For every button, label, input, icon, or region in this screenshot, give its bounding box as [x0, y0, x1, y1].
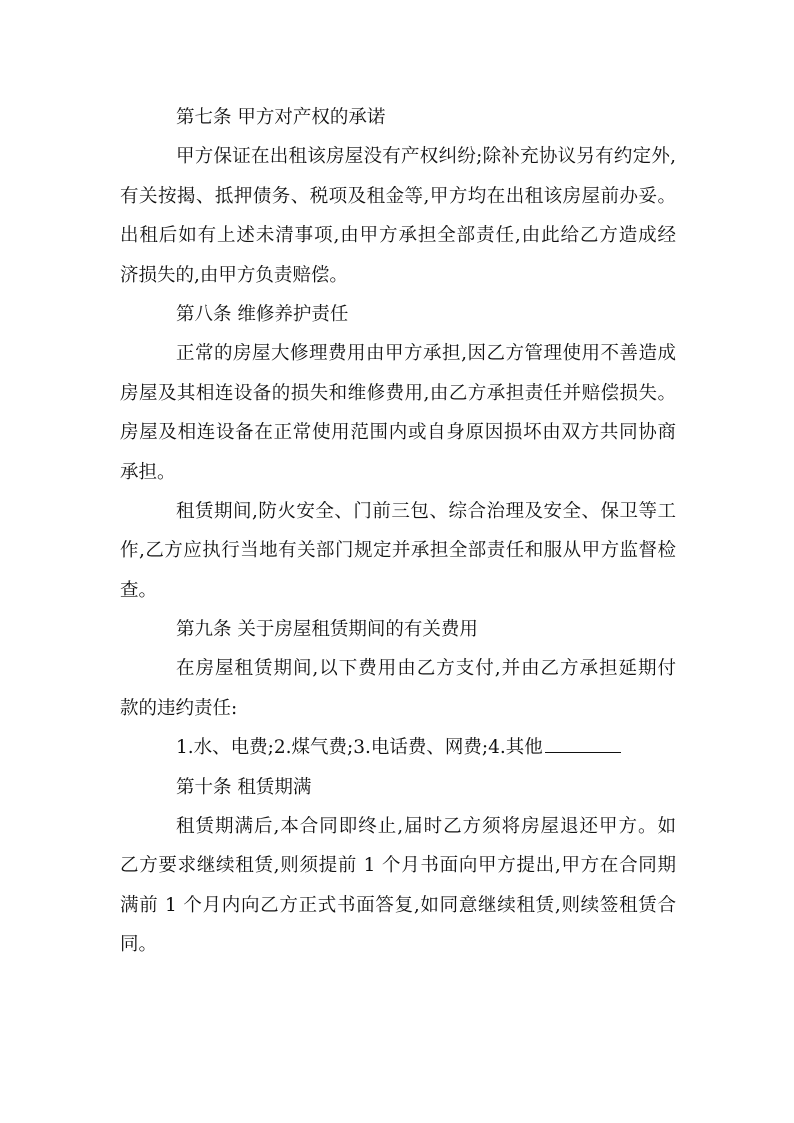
article-8-para-1-line-1: 正常的房屋大修理费用由甲方承担,因乙方管理使用不善造成 — [176, 343, 676, 365]
article-7-heading: 第七条 甲方对产权的承诺 — [176, 107, 386, 128]
article-10-line-3: 满前 1 个月内向乙方正式书面答复,如同意继续租赁,则续签租赁合 — [120, 894, 676, 916]
article-8-para-1-line-2: 房屋及其相连设备的损失和维修费用,由乙方承担责任并赔偿损失。 — [120, 382, 676, 404]
article-8-para-1-line-3: 房屋及相连设备在正常使用范围内或自身原因损坏由双方共同协商 — [120, 422, 676, 444]
article-9-line-2: 款的违约责任: — [120, 697, 238, 719]
article-10-line-2: 乙方要求继续租赁,则须提前 1 个月书面向甲方提出,甲方在合同期 — [120, 855, 676, 877]
article-8-para-2-line-1: 租赁期间,防火安全、门前三包、综合治理及安全、保卫等工 — [176, 500, 676, 522]
article-10-line-1: 租赁期满后,本合同即终止,届时乙方须将房屋退还甲方。如 — [176, 816, 676, 838]
article-8-para-2-line-2: 作,乙方应执行当地有关部门规定并承担全部责任和服从甲方监督检 — [120, 540, 676, 562]
article-9-line-1: 在房屋租赁期间,以下费用由乙方支付,并由乙方承担延期付 — [176, 658, 676, 680]
document-page — [120, 98, 676, 965]
article-8-heading: 第八条 维修养护责任 — [176, 303, 349, 325]
article-7-line-3: 出租后如有上述未清事项,由甲方承担全部责任,由此给乙方造成经 — [120, 225, 676, 247]
article-9-fee-list — [120, 728, 676, 767]
article-8-para-1-line-4: 承担。 — [120, 461, 176, 483]
article-9-heading: 第九条 关于房屋租赁期间的有关费用 — [176, 619, 478, 641]
article-8-para-2-line-3: 查。 — [120, 579, 158, 601]
fill-in-blank — [545, 732, 621, 753]
article-10-line-4: 同。 — [120, 934, 158, 956]
fee-list-text: 1.水、电费;2.煤气费;3.电话费、网费;4.其他 — [176, 737, 543, 759]
article-10-heading: 第十条 租赁期满 — [176, 776, 312, 798]
article-7-line-1: 甲方保证在出租该房屋没有产权纠纷;除补充协议另有约定外, — [176, 146, 676, 168]
article-7-line-4: 济损失的,由甲方负责赔偿。 — [120, 264, 348, 286]
article-7-line-2: 有关按揭、抵押债务、税项及租金等,甲方均在出租该房屋前办妥。 — [120, 185, 676, 207]
